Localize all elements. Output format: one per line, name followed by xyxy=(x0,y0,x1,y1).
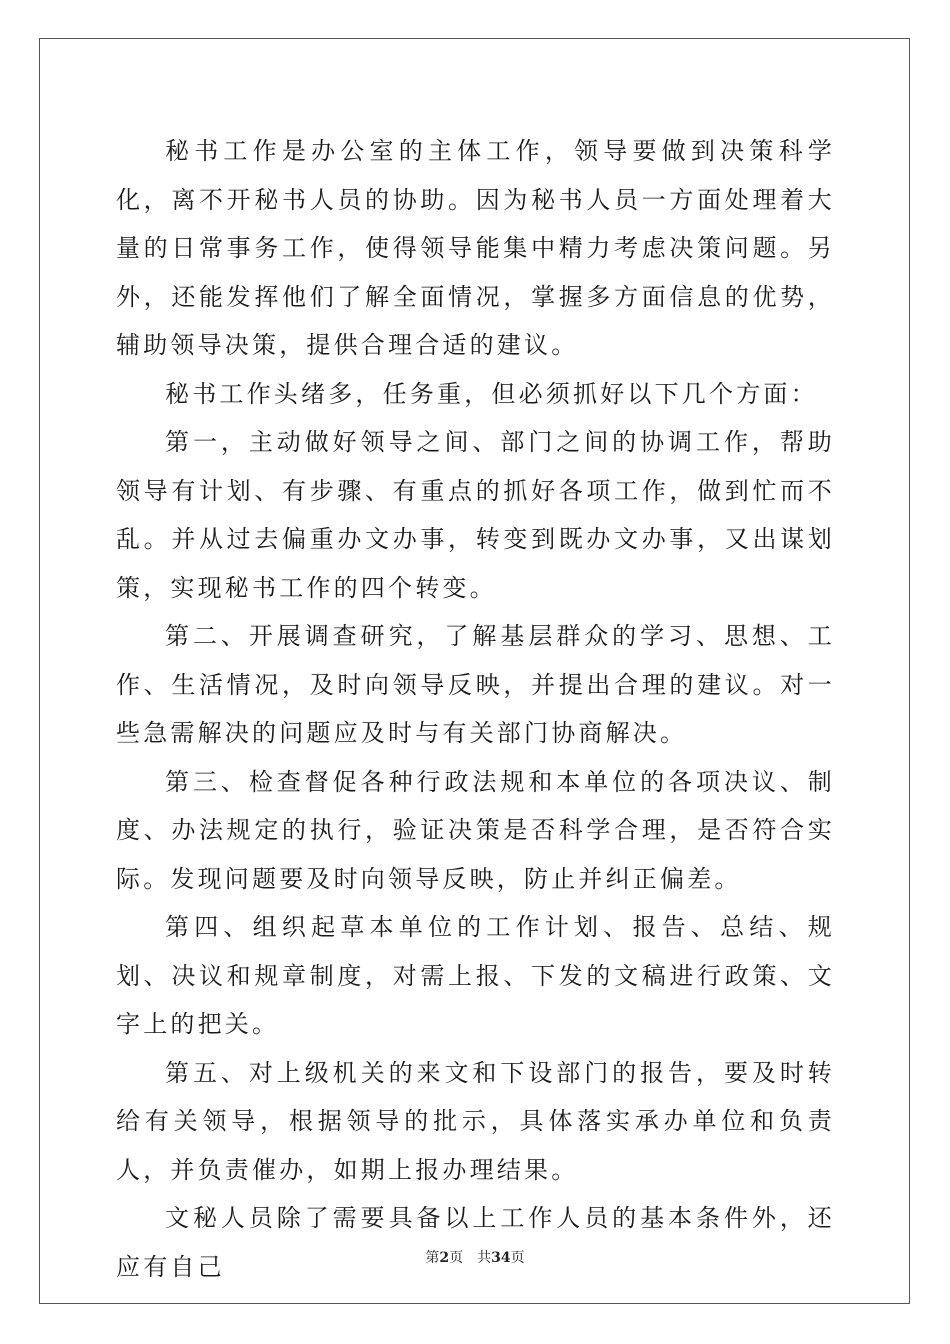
paragraph-2: 秘书工作头绪多，任务重，但必须抓好以下几个方面： xyxy=(165,379,818,408)
paragraph-8: 文秘人员除了需要具备以上工作人员的基本条件外，还应有自己 xyxy=(116,1204,835,1281)
paragraph-3: 第一，主动做好领导之间、部门之间的协调工作，帮助领导有计划、有步骤、有重点的抓好各项工作，做到忙而不乱。并从过去偏重办文办事，转变到既办文办事，又出谋划策，实现秘书工作的四个转变。 xyxy=(116,428,835,602)
page-prefix: 第 xyxy=(425,1250,440,1266)
paragraph-7: 第五、对上级机关的来文和下设部门的报告，要及时转给有关领导，根据领导的批示，具体落实承办单位和负责人，并负责催办，如期上报办理结果。 xyxy=(116,1058,835,1184)
page-current: 2 xyxy=(439,1250,450,1266)
paragraph-4: 第二、开展调查研究，了解基层群众的学习、思想、工作、生活情况，及时向领导反映，并提出合理的建议。对一些急需解决的问题应及时与有关部门协商解决。 xyxy=(116,622,835,747)
document-body xyxy=(116,127,835,1291)
total-prefix: 共 xyxy=(477,1250,492,1266)
paragraph-5: 第三、检查督促各种行政法规和本单位的各项决议、制度、办法规定的执行，验证决策是否科学合理，是否符合实际。发现问题要及时向领导反映，防止并纠正偏差。 xyxy=(116,767,835,893)
total-suffix: 页 xyxy=(510,1250,525,1266)
paragraph-1: 秘书工作是办公室的主体工作，领导要做到决策科学化，离不开秘书人员的协助。因为秘书人员一方面处理着大量的日常事务工作，使得领导能集中精力考虑决策问题。另外，还能发挥他们了解全面情况，掌握多方面信息的优势，辅助领导决策，提供合理合适的建议。 xyxy=(116,137,835,359)
page-footer xyxy=(0,1247,950,1267)
paragraph-6: 第四、组织起草本单位的工作计划、报告、总结、规划、决议和规章制度，对需上报、下发的文稿进行政策、文字上的把关。 xyxy=(116,913,835,1038)
page-total: 34 xyxy=(491,1250,511,1266)
page-suffix: 页 xyxy=(449,1250,464,1266)
